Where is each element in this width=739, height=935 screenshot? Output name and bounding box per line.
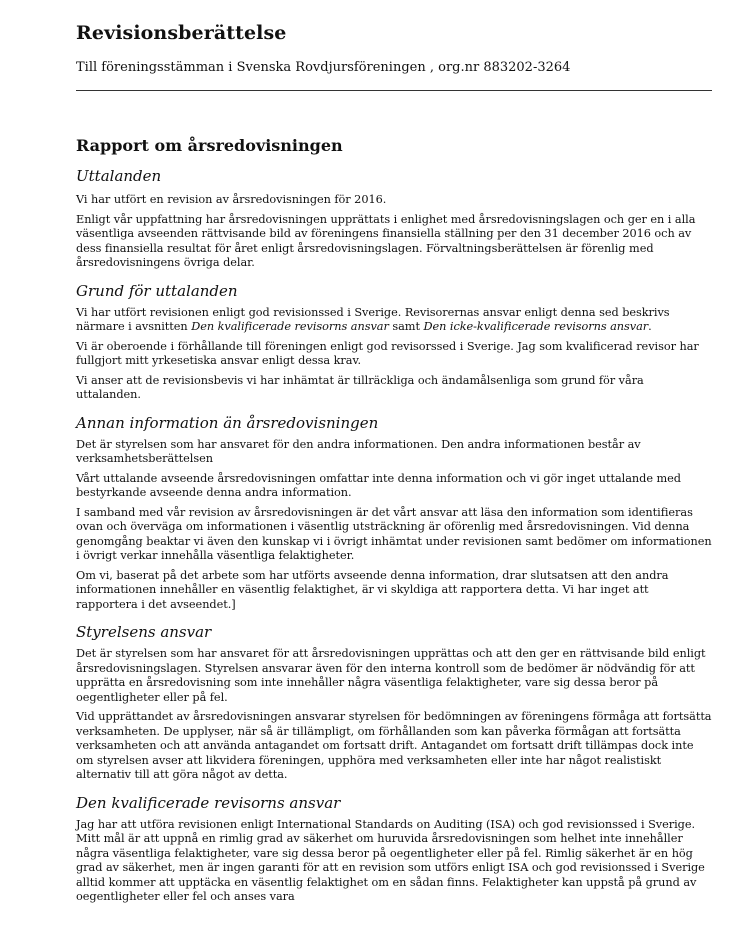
heading-uttalanden: Uttalanden	[76, 167, 162, 185]
paragraph: Det är styrelsen som har ansvaret för att årsredovisningen upprättas och att den ger en rättvisande bild enligt årsredovisningslagen. Styrelsen ansvarar även för den interna kontroll som de bedömer är nödvändig för att upprätta en årsredovisning som inte innehåller några väsentliga felaktigheter, vare sig dessa beror på oegentligheter eller på fel.	[76, 647, 706, 704]
paragraph: Vi anser att de revisionsbevis vi har inhämtat är tillräckliga och ändamålsenliga som grund för våra uttalanden.	[76, 373, 644, 401]
paragraph: Vårt uttalande avseende årsredovisningen omfattar inte denna information och vi gör inget uttalande med bestyrkande avseende denna andra information.	[76, 471, 681, 499]
paragraph: Jag har att utföra revisionen enligt International Standards on Auditing (ISA) och god revisionssed i Sverige. Mitt mål är att uppnå en rimlig grad av säkerhet om huruvida årsredovisningen som helhet inte innehåller några väsentliga felaktigheter, vare sig dessa beror på oegentligheter eller på fel. Rimlig säkerhet är en hög grad av säkerhet, men är ingen garanti för att en revision som utförs enligt ISA och god revisionssed i Sverige alltid kommer att upptäcka en väsentlig felaktighet om en sådan finns. Felaktigheter kan uppstå på grund av oegentligheter eller fel och anses vara	[76, 817, 705, 903]
reference-qualified-auditor: Den kvalificerade revisorns ansvar	[191, 320, 389, 333]
report-body	[76, 166, 712, 905]
paragraph-text: samt	[388, 320, 424, 333]
heading-annan-information: Annan information än årsredovisningen	[76, 413, 379, 432]
paragraph: Om vi, baserat på det arbete som har utförts avseende denna information, drar slutsatsen att den andra informationen innehåller en väsentlig felaktighet, är vi skyldiga att rapportera detta. Vi har inget att rapportera i det avseendet.]	[76, 568, 669, 611]
paragraph-text: .	[648, 320, 652, 333]
header-divider	[76, 90, 712, 91]
document-title: Revisionsberättelse	[76, 22, 287, 44]
heading-kvalificerade-revisorns-ansvar: Den kvalificerade revisorns ansvar	[76, 793, 341, 812]
paragraph: Enligt vår uppfattning har årsredovisningen upprättats i enlighet med årsredovisningslagen och ger en i alla väsentliga avseenden rättvisande bild av föreningens finansiella ställning per den 31 december 2016 och av dess finansiella resultat för året enligt årsredovisningslagen. Förvaltningsberättelsen är förenlig med årsredovisningens övriga delar.	[76, 212, 696, 269]
paragraph: Vi är oberoende i förhållande till föreningen enligt god revisorssed i Sverige. Jag som kvalificerad revisor har fullgjort mitt yrkesetiska ansvar enligt dessa krav.	[76, 339, 699, 367]
paragraph: Det är styrelsen som har ansvaret för den andra informationen. Den andra informationen består av verksamhetsberättelsen	[76, 437, 641, 465]
report-title: Rapport om årsredovisningen	[76, 136, 343, 155]
paragraph: Vi har utfört en revision av årsredovisningen för 2016.	[76, 193, 387, 206]
paragraph: Vid upprättandet av årsredovisningen ansvarar styrelsen för bedömningen av föreningens förmåga att fortsätta verksamheten. De upplyser, när så är tillämpligt, om förhållanden som kan påverka förmågan att fortsätta verksamheten och att använda antagandet om fortsatt drift. Antagandet om fortsatt drift tillämpas dock inte om styrelsen avser att likvidera föreningen, upphöra med verksamheten eller inte har något realistiskt alternativ till att göra något av detta.	[76, 710, 712, 781]
document-addressee: Till föreningsstämman i Svenska Rovdjursföreningen , org.nr 883202-3264	[76, 60, 571, 75]
heading-grund-for-uttalanden: Grund för uttalanden	[76, 281, 238, 300]
paragraph: I samband med vår revision av årsredovisningen är det vårt ansvar att läsa den information som identifieras ovan och överväga om informationen i väsentlig utsträckning är oförenlig med årsredovisningen. Vid denna genomgång beaktar vi även den kunskap vi i övrigt inhämtat under revisionen samt bedömer om informationen i övrigt verkar innehålla väsentliga felaktigheter.	[76, 505, 712, 562]
reference-non-qualified-auditor: Den icke-kvalificerade revisorns ansvar	[423, 320, 649, 333]
paragraph	[76, 306, 712, 335]
heading-styrelsens-ansvar: Styrelsens ansvar	[76, 623, 212, 641]
paragraph-text: Vi har utfört revisionen enligt god revisionssed i Sverige. Revisorernas ansvar enligt denna sed beskrivs närmare i avsnitten	[76, 305, 670, 333]
